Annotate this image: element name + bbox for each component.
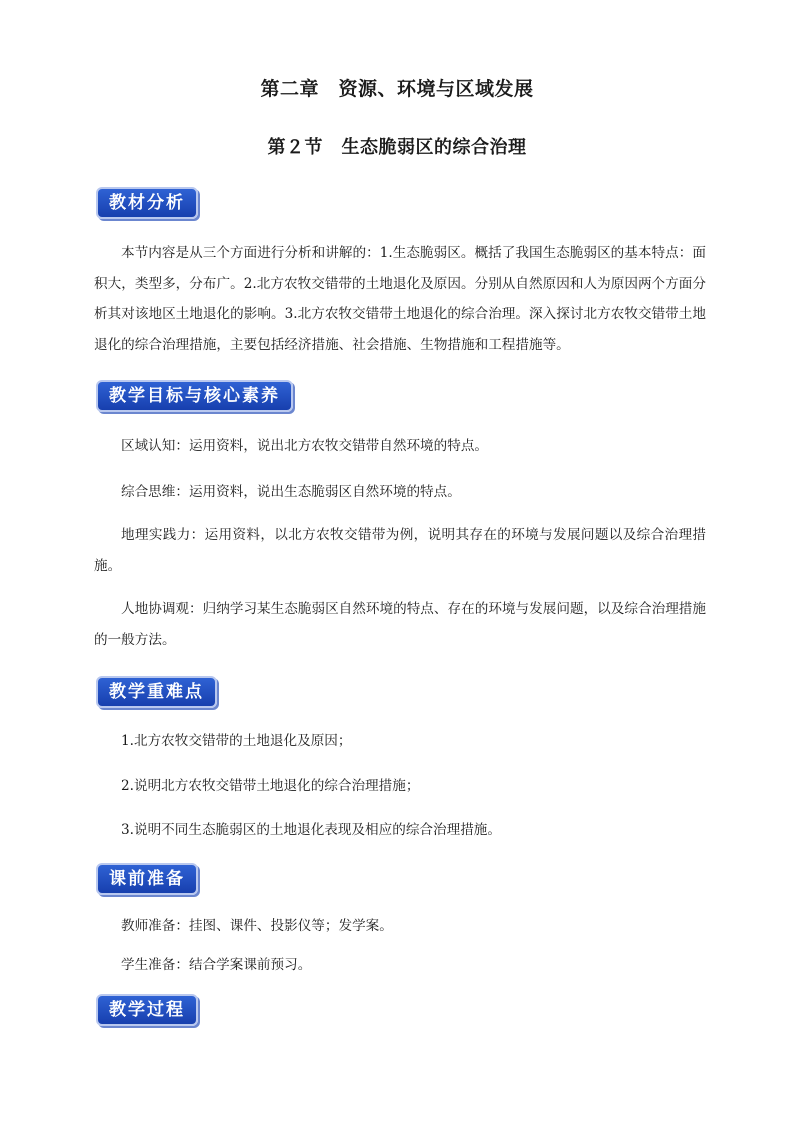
objective-regional-cognition: 区域认知：运用资料，说出北方农牧交错带自然环境的特点。: [121, 438, 489, 454]
objectives-heading-badge: 教学目标与核心素养: [96, 380, 293, 412]
analysis-paragraph: 本节内容是从三个方面进行分析和讲解的：1.生态脆弱区。概括了我国生态脆弱区的基本特点：面积大，类型多，分布广。2.北方农牧交错带的土地退化及原因。分别从自然原因和人为原因两个方面分析其对该地区土地退化的影响。3.北方农牧交错带土地退化的综合治理。深入探讨北方农牧交错带土地退化的综合治理措施，主要包括经济措施、社会措施、生物措施和工程措施等。: [94, 245, 706, 353]
teacher-preparation: 教师准备：挂图、课件、投影仪等；发学案。: [121, 918, 393, 934]
student-preparation: 学生准备：结合学案课前预习。: [121, 957, 312, 973]
process-heading-badge: 教学过程: [96, 994, 198, 1026]
key-point-2: 2.说明北方农牧交错带土地退化的综合治理措施；: [121, 778, 420, 794]
chapter-title: 第二章 资源、环境与区域发展: [260, 78, 534, 100]
section-title: 第２节 生态脆弱区的综合治理: [267, 137, 527, 158]
objective-human-earth-harmony: 人地协调观：归纳学习某生态脆弱区自然环境的特点、存在的环境与发展问题，以及综合治理措施的一般方法。: [94, 601, 706, 648]
objective-geographic-practice: 地理实践力：运用资料，以北方农牧交错带为例，说明其存在的环境与发展问题以及综合治理措施。: [94, 527, 706, 574]
preparation-heading-badge: 课前准备: [96, 863, 198, 895]
key-point-3: 3.说明不同生态脆弱区的土地退化表现及相应的综合治理措施。: [121, 822, 501, 838]
objective-integrated-thinking: 综合思维：运用资料，说出生态脆弱区自然环境的特点。: [121, 484, 461, 500]
analysis-heading-badge: 教材分析: [96, 187, 198, 219]
key-point-1: 1.北方农牧交错带的土地退化及原因；: [121, 733, 352, 749]
key-points-heading-badge: 教学重难点: [96, 676, 217, 708]
